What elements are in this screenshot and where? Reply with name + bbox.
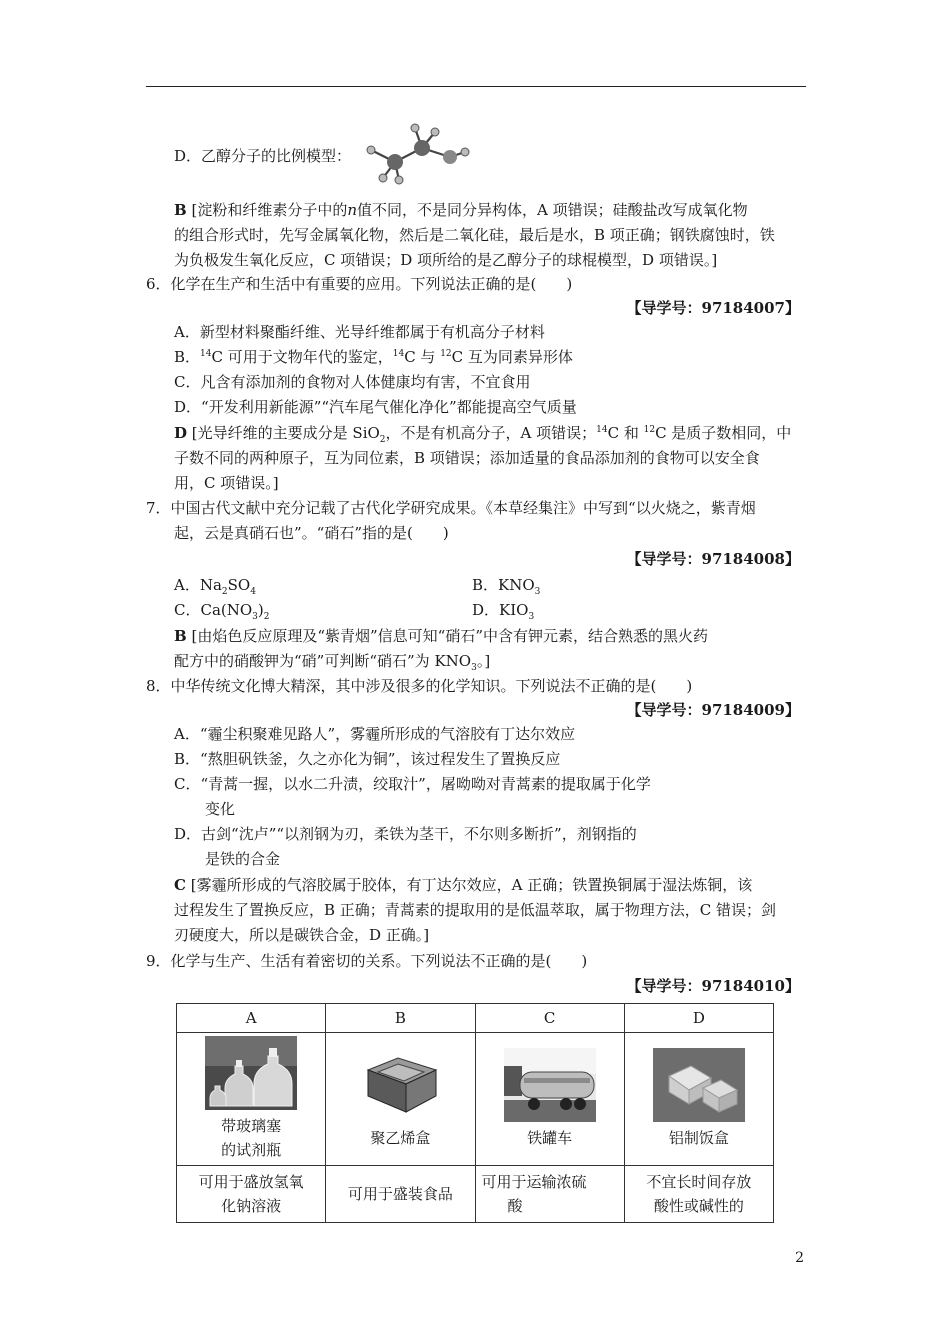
q9-image-row bbox=[177, 1033, 774, 1166]
q5-option-d: D．乙醇分子的比例模型： bbox=[174, 147, 352, 165]
q9-item-a-name-line2: 的试剂瓶 bbox=[221, 1141, 282, 1159]
q9-header-c: C bbox=[475, 1004, 624, 1033]
q8-option-d-line2: 是铁的合金 bbox=[205, 850, 281, 868]
q6-ref-number: 【导学号：97184007】 bbox=[626, 299, 800, 317]
polyethylene-box-photo bbox=[354, 1048, 446, 1122]
q8-option-d-line1: D．古剑“沈卢”“以剂钢为刃，柔铁为茎干，不尔则多断折”，剂钢指的 bbox=[174, 825, 637, 843]
q9-use-row bbox=[177, 1166, 774, 1223]
q5-explanation-line3: 为负极发生氧化反应，C 项错误；D 项所给的是乙醇分子的球棍模型，D 项错误。] bbox=[174, 251, 718, 269]
q8-explanation-line3: 刃硬度大，所以是碳铁合金，D 正确。] bbox=[174, 926, 430, 944]
q5-explanation-line1: B [淀粉和纤维素分子中的n值不同，不是同分异构体，A 项错误；硅酸盐改写成氧化物 bbox=[174, 201, 748, 219]
q9-cell-b bbox=[326, 1033, 475, 1166]
q6-option-d: D．“开发利用新能源”“汽车尾气催化净化”都能提高空气质量 bbox=[174, 398, 577, 416]
q9-use-a: 可用于盛放氢氧 化钠溶液 bbox=[177, 1166, 326, 1223]
q9-cell-c bbox=[475, 1033, 624, 1166]
q9-header-row bbox=[177, 1004, 774, 1033]
q8-option-c-line2: 变化 bbox=[205, 800, 236, 818]
q8-ref-number: 【导学号：97184009】 bbox=[626, 701, 800, 719]
q6-explanation-line2: 子数不同的两种原子，互为同位素，B 项错误；添加适量的食品添加剂的食物可以安全食 bbox=[174, 449, 760, 467]
q9-cell-d bbox=[624, 1033, 773, 1166]
q7-option-b: B．$KNO_3$ bbox=[472, 576, 541, 597]
q9-ref-number: 【导学号：97184010】 bbox=[626, 977, 800, 995]
q9-item-c-name: 铁罐车 bbox=[527, 1129, 573, 1147]
q9-item-b-name: 聚乙烯盒 bbox=[370, 1129, 431, 1147]
q7-stem-line2: 起，云是真硝石也”。“硝石”指的是( ) bbox=[174, 524, 449, 542]
q7-stem-line1: 7．中国古代文献中充分记载了古代化学研究成果。《本草经集注》中写到“以火烧之，紫青烟 bbox=[146, 499, 756, 517]
q7-option-c: C．$Ca(NO_3)_2$ bbox=[174, 601, 270, 622]
q9-use-b: 可用于盛装食品 bbox=[326, 1166, 475, 1223]
q9-header-a: A bbox=[177, 1004, 326, 1033]
q9-use-d: 不宜长时间存放 酸性或碱性的 bbox=[624, 1166, 773, 1223]
ethanol-ball-stick-model-icon bbox=[355, 120, 475, 186]
q6-answer: D bbox=[174, 424, 188, 442]
q8-option-c-line1: C．“青蒿一握，以水二升渍，绞取汁”，屠呦呦对青蒿素的提取属于化学 bbox=[174, 775, 651, 793]
q7-option-d: D．$KIO_3$ bbox=[472, 601, 535, 622]
q6-explanation-line1: D [光导纤维的主要成分是 SiO$_2$，不是有机高分子，A 项错误；$^{14}$C 和 $^{12}$C 是质子数相同，中 bbox=[174, 424, 792, 445]
q9-stem: 9．化学与生产、生活有着密切的关系。下列说法不正确的是( ) bbox=[146, 952, 588, 970]
q8-stem: 8．中华传统文化博大精深，其中涉及很多的化学知识。下列说法不正确的是( ) bbox=[146, 677, 693, 695]
q7-explanation-line2: 配方中的硝酸钾为“硝”可判断“硝石”为 $KNO_3$。] bbox=[174, 652, 491, 673]
q9-table bbox=[176, 1003, 774, 1223]
q9-header-b: B bbox=[326, 1004, 475, 1033]
q6-explanation-line3: 用，C 项错误。] bbox=[174, 474, 279, 492]
q6-stem: 6．化学在生产和生活中有重要的应用。下列说法正确的是( ) bbox=[146, 275, 573, 293]
aluminum-lunch-box-photo bbox=[653, 1048, 745, 1122]
q7-answer: B bbox=[174, 627, 187, 645]
q8-explanation-line2: 过程发生了置换反应，B 正确；青蒿素的提取用的是低温萃取，属于物理方法，C 错误；剑 bbox=[174, 901, 777, 919]
q7-ref-number: 【导学号：97184008】 bbox=[626, 550, 800, 568]
iron-tanker-truck-photo bbox=[504, 1048, 596, 1122]
q9-use-c: 可用于运输浓硫 酸 bbox=[475, 1166, 624, 1223]
q5-explanation-line2: 的组合形式时，先写金属氧化物，然后是二氧化硅，最后是水，B 项正确；钢铁腐蚀时，铁 bbox=[174, 226, 775, 244]
q8-option-a: A．“霾尘积聚难见路人”，雾霾所形成的气溶胶有丁达尔效应 bbox=[174, 725, 576, 743]
reagent-bottle-photo bbox=[205, 1036, 297, 1110]
q6-option-b: B．$^{14}$C 可用于文物年代的鉴定，$^{14}$C 与 $^{12}$C 互为同素异形体 bbox=[174, 348, 573, 366]
page-number: 2 bbox=[795, 1250, 804, 1266]
q9-item-a-name-line1: 带玻璃塞 bbox=[221, 1117, 282, 1135]
q9-cell-a bbox=[177, 1033, 326, 1166]
q8-answer: C bbox=[174, 876, 186, 894]
q6-option-c: C．凡含有添加剂的食物对人体健康均有害，不宜食用 bbox=[174, 373, 531, 391]
header-rule bbox=[146, 86, 806, 87]
q8-explanation-line1: C [雾霾所形成的气溶胶属于胶体，有丁达尔效应，A 正确；铁置换铜属于湿法炼铜，该 bbox=[174, 876, 753, 894]
q6-option-a: A．新型材料聚酯纤维、光导纤维都属于有机高分子材料 bbox=[174, 323, 545, 341]
q7-explanation-line1: B [由焰色反应原理及“紫青烟”信息可知“硝石”中含有钾元素，结合熟悉的黑火药 bbox=[174, 627, 708, 645]
q5-answer: B bbox=[174, 201, 187, 219]
q8-option-b: B．“熬胆矾铁釜，久之亦化为铜”，该过程发生了置换反应 bbox=[174, 750, 561, 768]
q7-option-a: A．$Na_2SO_4$ bbox=[174, 576, 256, 597]
q9-header-d: D bbox=[624, 1004, 773, 1033]
q9-item-d-name: 铝制饭盒 bbox=[668, 1129, 729, 1147]
